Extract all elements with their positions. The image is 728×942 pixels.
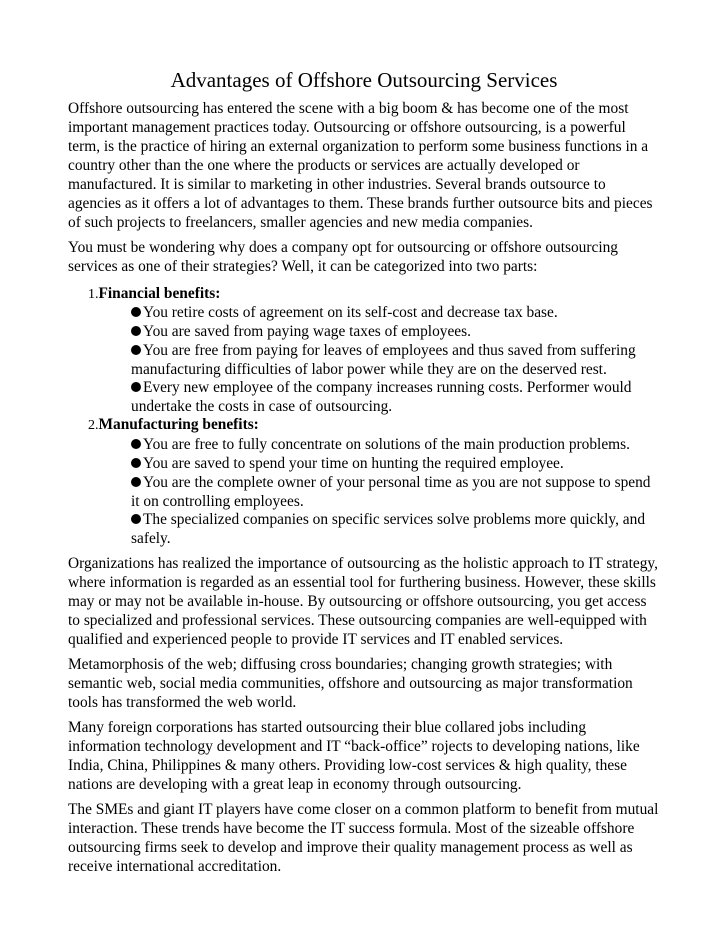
list-item-continuation: manufacturing difficulties of labor power while they are on the deserved rest. (131, 361, 607, 378)
section-number: 1. (88, 287, 99, 302)
body-line: nations are developing with a great leap in economy through outsourcing. (68, 776, 522, 793)
body-line: Metamorphosis of the web; diffusing cross boundaries; changing growth strategies; with (68, 656, 613, 673)
section-heading-text: Financial benefits: (98, 285, 221, 302)
list-item-text: Every new employee of the company increases running costs. Performer would (143, 379, 632, 396)
bullet-icon (131, 326, 141, 336)
body-line: where information is regarded as an essential tool for furthering business. However, these skills (68, 574, 656, 591)
section-heading-financial (88, 284, 220, 304)
body-line: The SMEs and giant IT players have come closer on a common platform to benefit from mutual (68, 801, 659, 818)
list-item (131, 303, 558, 322)
bullet-icon (131, 345, 141, 355)
body-line: outsourcing firms seek to develop and improve their quality management process as well as (68, 839, 633, 856)
list-item-continuation: safely. (131, 530, 171, 547)
list-item-text: You are free from paying for leaves of employees and thus saved from suffering (143, 342, 636, 359)
list-item (131, 454, 564, 473)
list-item-text: You retire costs of agreement on its self-cost and decrease tax base. (143, 304, 558, 321)
bullet-icon (131, 382, 141, 392)
list-item-continuation: undertake the costs in case of outsourcing. (131, 398, 393, 415)
list-item-continuation: it on controlling employees. (131, 493, 304, 510)
question-line: services as one of their strategies? Well, it can be categorized into two parts: (68, 258, 538, 275)
section-heading-manufacturing (88, 415, 259, 435)
list-item-text: You are saved from paying wage taxes of employees. (143, 323, 471, 340)
body-line: Organizations has realized the importance of outsourcing as the holistic approach to IT strategy, (68, 555, 658, 572)
intro-line: country other than the one where the products or services are actually developed or (68, 157, 580, 174)
intro-line: important management practices today. Outsourcing or offshore outsourcing, is a powerful (68, 119, 626, 136)
intro-line: manufactured. It is similar to marketing in other industries. Several brands outsource to (68, 176, 606, 193)
body-line: information technology development and IT “back-office” rojects to developing nations, like (68, 738, 640, 755)
list-item (131, 510, 645, 529)
bullet-icon (131, 439, 141, 449)
intro-line: term, is the practice of hiring an external organization to perform some business functions in a (68, 138, 649, 155)
list-item (131, 473, 651, 492)
body-line: tools has transformed the web world. (68, 694, 297, 711)
list-item-text: The specialized companies on specific services solve problems more quickly, and (143, 511, 646, 528)
list-item (131, 341, 636, 360)
list-item-text: You are the complete owner of your personal time as you are not suppose to spend (143, 474, 651, 491)
list-item-text: You are free to fully concentrate on solutions of the main production problems. (143, 436, 630, 453)
bullet-icon (131, 477, 141, 487)
bullet-icon (131, 307, 141, 317)
list-item-text: You are saved to spend your time on hunting the required employee. (143, 455, 564, 472)
list-item (131, 378, 632, 397)
section-heading-text: Manufacturing benefits: (98, 416, 259, 433)
section-number: 2. (88, 418, 99, 433)
body-line: receive international accreditation. (68, 858, 282, 875)
list-item (131, 435, 630, 454)
bullet-icon (131, 514, 141, 524)
intro-line: agencies as it offers a lot of advantages to them. These brands further outsource bits and pieces (68, 195, 653, 212)
body-line: interaction. These trends have become the IT success formula. Most of the sizeable offshore (68, 820, 635, 837)
intro-line: Offshore outsourcing has entered the scene with a big boom & has become one of the most (68, 100, 629, 117)
body-line: semantic web, social media communities, offshore and outsourcing as major transformation (68, 675, 633, 692)
intro-line: of such projects to freelancers, smaller agencies and new media companies. (68, 214, 533, 231)
list-item (131, 322, 471, 341)
body-line: qualified and experienced people to provide IT services and IT enabled services. (68, 631, 564, 648)
body-line: Many foreign corporations has started outsourcing their blue collared jobs including (68, 719, 587, 736)
question-line: You must be wondering why does a company opt for outsourcing or offshore outsourcing (68, 239, 619, 256)
body-line: to specialized and professional services. These outsourcing companies are well-equipped with (68, 612, 647, 629)
page-title: Advantages of Offshore Outsourcing Services (170, 68, 558, 92)
body-line: may or may not be available in-house. By outsourcing or offshore outsourcing, you get access (68, 593, 647, 610)
bullet-icon (131, 458, 141, 468)
body-line: India, China, Philippines & many others. Providing low-cost services & high quality, these (68, 757, 627, 774)
